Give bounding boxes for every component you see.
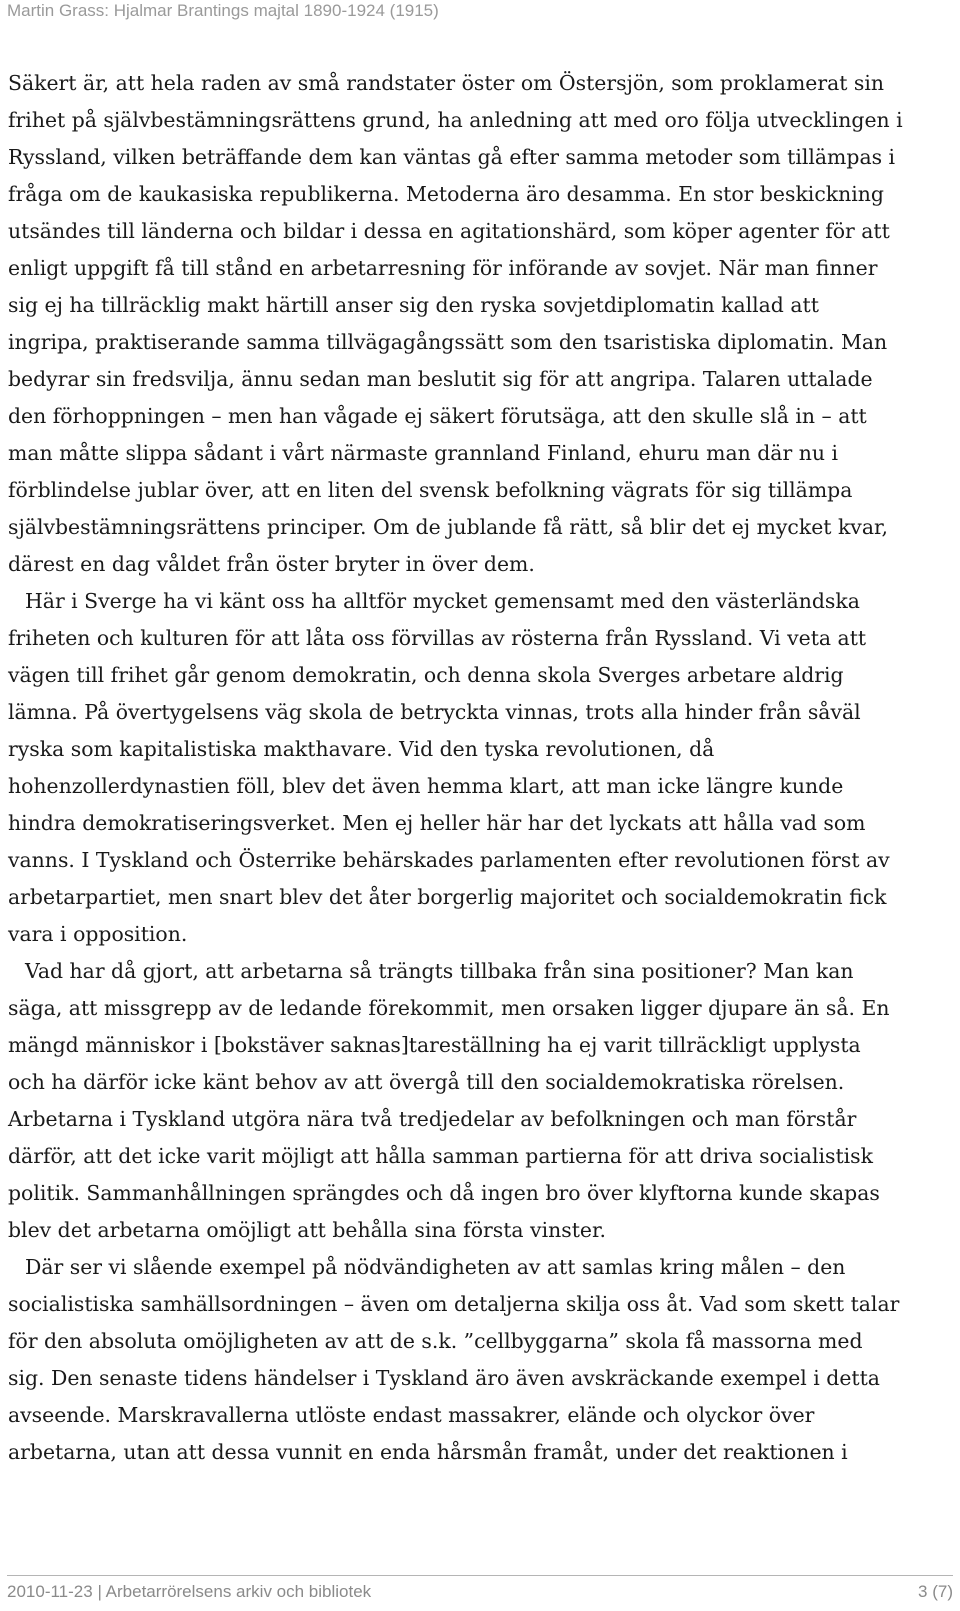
text-line: arbetarpartiet, men snart blev det åter borgerlig majoritet och socialdemokratin fick [8, 885, 887, 909]
text-line: ingripa, praktiserande samma tillvägagångssätt som den tsaristiska diplomatin. Man [8, 330, 888, 354]
text-line: Säkert är, att hela raden av små randstater öster om Östersjön, som proklamerat sin [8, 71, 885, 95]
text-line: man måtte slippa sådant i vårt närmaste grannland Finland, ehuru man där nu i [8, 441, 838, 465]
text-line: för den absoluta omöjligheten av att de s.k. ”cellbyggarna” skola få massorna med [8, 1329, 863, 1353]
text-line: därest en dag våldet från öster bryter in över dem. [8, 552, 535, 576]
text-line: arbetarna, utan att dessa vunnit en enda hårsmån framåt, under det reaktionen i [8, 1440, 848, 1464]
text-line: vara i opposition. [8, 922, 188, 946]
text-line: vanns. I Tyskland och Österrike behärskades parlamenten efter revolutionen först av [8, 848, 890, 872]
text-line: enligt uppgift få till stånd en arbetarresning för införande av sovjet. När man finner [8, 256, 878, 280]
page-number: 3 (7) [918, 1582, 953, 1601]
text-line: politik. Sammanhållningen sprängdes och då ingen bro över klyftorna kunde skapas [8, 1181, 880, 1205]
footer-divider [7, 1575, 953, 1576]
text-line: frihet på självbestämningsrättens grund, ha anledning att med oro följa utvecklingen i [8, 108, 903, 132]
paragraph-start-line: Här i Sverge ha vi känt oss ha alltför mycket gemensamt med den västerländska [25, 589, 860, 613]
text-line: hindra demokratiseringsverket. Men ej heller här har det lyckats att hålla vad som [8, 811, 866, 835]
footer-source-info [7, 1580, 371, 1604]
text-line: förblindelse jublar över, att en liten del svensk befolkning vägrats för sig tillämpa [8, 478, 853, 502]
text-line: Arbetarna i Tyskland utgöra nära två tredjedelar av befolkningen och man förstår [8, 1107, 857, 1131]
footer-date: 2010-11-23 [7, 1582, 93, 1601]
text-line: sig. Den senaste tidens händelser i Tyskland äro även avskräckande exempel i detta [8, 1366, 880, 1390]
paragraph-start-line: Där ser vi slående exempel på nödvändigheten av att samlas kring målen – den [25, 1255, 846, 1279]
footer-archive-name: Arbetarrörelsens arkiv och bibliotek [105, 1582, 372, 1601]
text-line: bedyrar sin fredsvilja, ännu sedan man beslutit sig för att angripa. Talaren uttalade [8, 367, 873, 391]
text-line: säga, att missgrepp av de ledande förekommit, men orsaken ligger djupare än så. En [8, 996, 890, 1020]
text-line: den förhoppningen – men han vågade ej säkert förutsäga, att den skulle slå in – att [8, 404, 867, 428]
text-line: lämna. På övertygelsens väg skola de betryckta vinnas, trots alla hinder från såväl [8, 700, 861, 724]
text-line: därför, att det icke varit möjligt att hålla samman partierna för att driva socialistisk [8, 1144, 873, 1168]
document-body [8, 65, 952, 1471]
text-line: utsändes till länderna och bildar i dessa en agitationshärd, som köper agenter för att [8, 219, 890, 243]
text-line: blev det arbetarna omöjligt att behålla sina första vinster. [8, 1218, 606, 1242]
paragraph-start-line: Vad har då gjort, att arbetarna så trängts tillbaka från sina positioner? Man kan [25, 959, 854, 983]
text-line: och ha därför icke känt behov av att övergå till den socialdemokratiska rörelsen. [8, 1070, 845, 1094]
text-line: självbestämningsrättens principer. Om de jublande få rätt, så blir det ej mycket kvar, [8, 515, 888, 539]
running-footer [7, 1580, 953, 1604]
text-line: vägen till frihet går genom demokratin, och denna skola Sverges arbetare aldrig [8, 663, 844, 687]
text-line: hohenzollerdynastien föll, blev det även hemma klart, att man icke längre kunde [8, 774, 844, 798]
text-line: mängd människor i [bokstäver saknas]tareställning ha ej varit tillräckligt upplysta [8, 1033, 861, 1057]
text-line: ryska som kapitalistiska makthavare. Vid den tyska revolutionen, då [8, 737, 715, 761]
text-line: sig ej ha tillräcklig makt härtill anser sig den ryska sovjetdiplomatin kallad att [8, 293, 819, 317]
running-header: Martin Grass: Hjalmar Brantings majtal 1890-1924 (1915) [7, 1, 439, 20]
text-line: Ryssland, vilken beträffande dem kan väntas gå efter samma metoder som tillämpas i [8, 145, 896, 169]
text-line: avseende. Marskravallerna utlöste endast massakrer, elände och olyckor över [8, 1403, 815, 1427]
text-line: fråga om de kaukasiska republikerna. Metoderna äro desamma. En stor beskickning [8, 182, 884, 206]
footer-separator: | [97, 1582, 102, 1601]
text-line: friheten och kulturen för att låta oss förvillas av rösterna från Ryssland. Vi veta att [8, 626, 867, 650]
text-line: socialistiska samhällsordningen – även om detaljerna skilja oss åt. Vad som skett talar [8, 1292, 900, 1316]
